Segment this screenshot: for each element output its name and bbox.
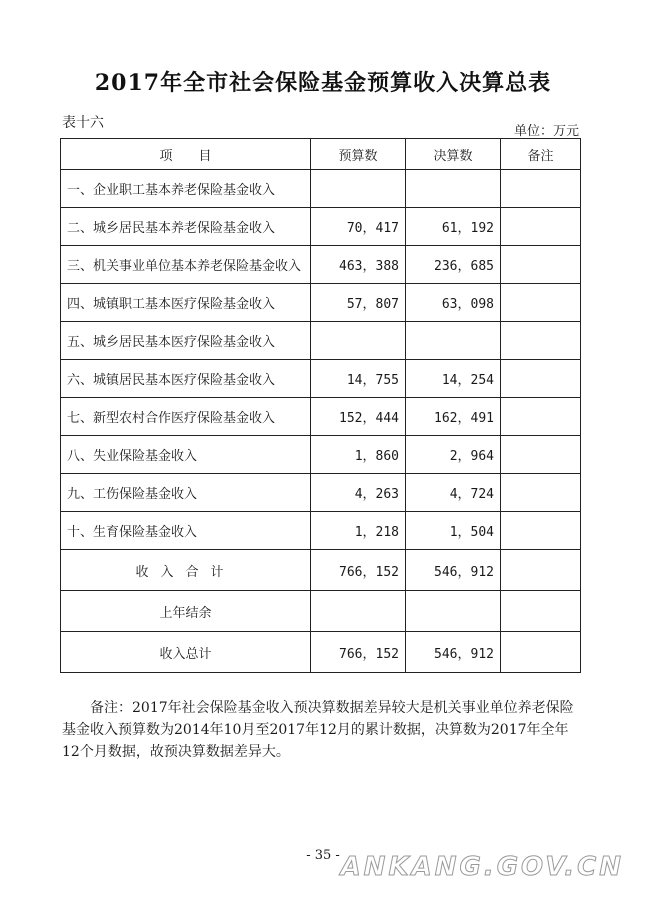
row-note xyxy=(501,474,581,512)
row-final: 162，491 xyxy=(406,398,501,436)
row-item: 五、城乡居民基本医疗保险基金收入 xyxy=(61,322,311,360)
table-row xyxy=(61,512,581,550)
header-final: 决算数 xyxy=(406,139,501,170)
subtotal-row xyxy=(61,550,581,591)
row-item: 十、生育保险基金收入 xyxy=(61,512,311,550)
total-budget: 766，152 xyxy=(311,632,406,673)
subtotal-label: 收入合计 xyxy=(61,550,311,591)
budget-table xyxy=(60,138,581,673)
row-note xyxy=(501,360,581,398)
carryover-row xyxy=(61,591,581,632)
row-note xyxy=(501,398,581,436)
carryover-budget xyxy=(311,591,406,632)
row-budget: 14，755 xyxy=(311,360,406,398)
row-note xyxy=(501,284,581,322)
total-row xyxy=(61,632,581,673)
table-header-row xyxy=(61,139,581,170)
row-note xyxy=(501,246,581,284)
table-row xyxy=(61,360,581,398)
subtotal-final: 546，912 xyxy=(406,550,501,591)
table-row xyxy=(61,436,581,474)
row-final: 61，192 xyxy=(406,208,501,246)
row-budget: 152，444 xyxy=(311,398,406,436)
row-item: 三、机关事业单位基本养老保险基金收入 xyxy=(61,246,311,284)
page-title: 2017年全市社会保险基金预算收入决算总表 xyxy=(94,70,552,96)
remark-note: 备注：2017年社会保险基金收入预决算数据差异较大是机关事业单位养老保险基金收入预算数为2014年10月至2017年12月的累计数据，决算数为2017年全年12个月数据，故预决算数据差异大。 xyxy=(62,700,574,760)
table-number: 表十六 xyxy=(62,115,104,131)
row-final: 4，724 xyxy=(406,474,501,512)
header-item: 项 目 xyxy=(61,139,311,170)
row-final xyxy=(406,322,501,360)
row-item: 一、企业职工基本养老保险基金收入 xyxy=(61,170,311,208)
row-budget: 70，417 xyxy=(311,208,406,246)
unit-label: 单位：万元 xyxy=(513,124,579,139)
header-note: 备注 xyxy=(501,139,581,170)
table-row xyxy=(61,208,581,246)
row-budget xyxy=(311,322,406,360)
row-item: 二、城乡居民基本养老保险基金收入 xyxy=(61,208,311,246)
row-budget: 1，218 xyxy=(311,512,406,550)
subtotal-budget: 766，152 xyxy=(311,550,406,591)
header-budget: 预算数 xyxy=(311,139,406,170)
row-item: 六、城镇居民基本医疗保险基金收入 xyxy=(61,360,311,398)
row-final: 236，685 xyxy=(406,246,501,284)
row-final xyxy=(406,170,501,208)
table-row xyxy=(61,246,581,284)
total-final: 546，912 xyxy=(406,632,501,673)
row-note xyxy=(501,512,581,550)
row-item: 九、工伤保险基金收入 xyxy=(61,474,311,512)
row-item: 四、城镇职工基本医疗保险基金收入 xyxy=(61,284,311,322)
row-final: 63，098 xyxy=(406,284,501,322)
row-note xyxy=(501,436,581,474)
total-label: 收入总计 xyxy=(61,632,311,673)
row-note xyxy=(501,170,581,208)
carryover-label: 上年结余 xyxy=(61,591,311,632)
row-budget: 1，860 xyxy=(311,436,406,474)
row-item: 八、失业保险基金收入 xyxy=(61,436,311,474)
site-watermark: ANKANG.GOV.CN xyxy=(340,852,624,882)
row-budget xyxy=(311,170,406,208)
row-budget: 463，388 xyxy=(311,246,406,284)
table-row xyxy=(61,170,581,208)
row-budget: 57，807 xyxy=(311,284,406,322)
carryover-note xyxy=(501,591,581,632)
table-row xyxy=(61,398,581,436)
table-row xyxy=(61,474,581,512)
page-number: - 35 - xyxy=(306,848,340,863)
row-budget: 4，263 xyxy=(311,474,406,512)
carryover-final xyxy=(406,591,501,632)
table-row xyxy=(61,322,581,360)
row-final: 1，504 xyxy=(406,512,501,550)
row-note xyxy=(501,208,581,246)
table-row xyxy=(61,284,581,322)
row-item: 七、新型农村合作医疗保险基金收入 xyxy=(61,398,311,436)
row-final: 14，254 xyxy=(406,360,501,398)
subtotal-note xyxy=(501,550,581,591)
total-note xyxy=(501,632,581,673)
row-final: 2，964 xyxy=(406,436,501,474)
row-note xyxy=(501,322,581,360)
